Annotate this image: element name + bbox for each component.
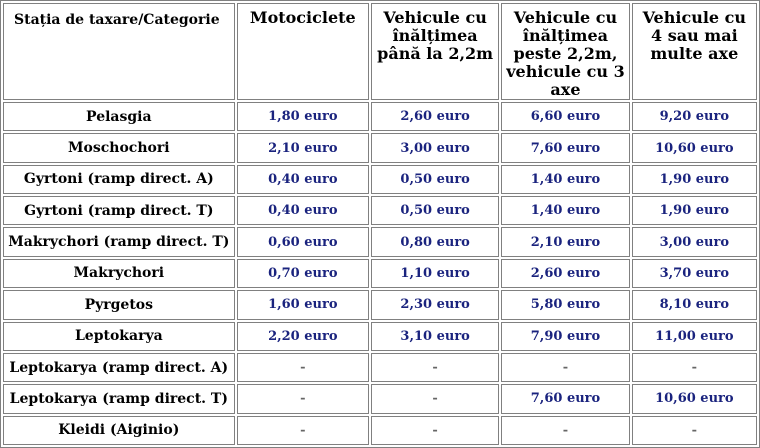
header-row	[3, 3, 757, 100]
price-cell: -	[371, 353, 499, 382]
price-cell: -	[371, 416, 499, 445]
price-cell: 3,10 euro	[371, 322, 499, 351]
price-cell: 1,90 euro	[632, 196, 757, 225]
table-row	[3, 384, 757, 413]
table-body	[3, 102, 757, 445]
price-cell: -	[632, 416, 757, 445]
table-row	[3, 322, 757, 351]
price-cell: 3,70 euro	[632, 259, 757, 288]
price-cell: 2,20 euro	[237, 322, 369, 351]
station-name: Pelasgia	[3, 102, 235, 131]
station-name: Kleidi (Aiginio)	[3, 416, 235, 445]
table-row	[3, 165, 757, 194]
price-cell: 0,40 euro	[237, 165, 369, 194]
price-cell: 1,90 euro	[632, 165, 757, 194]
price-cell: 1,10 euro	[371, 259, 499, 288]
price-cell: 0,50 euro	[371, 165, 499, 194]
price-cell: 3,00 euro	[371, 133, 499, 162]
station-name: Makrychori (ramp direct. T)	[3, 227, 235, 256]
price-cell: -	[501, 353, 629, 382]
header-vehicles-under-2-2m: Vehicule cu înălțimea până la 2,2m	[371, 3, 499, 100]
station-name: Moschochori	[3, 133, 235, 162]
price-cell: -	[501, 416, 629, 445]
table-row	[3, 227, 757, 256]
price-cell: 5,80 euro	[501, 290, 629, 319]
price-cell: 1,60 euro	[237, 290, 369, 319]
price-cell: 10,60 euro	[632, 384, 757, 413]
station-name: Leptokarya (ramp direct. A)	[3, 353, 235, 382]
price-cell: 2,10 euro	[501, 227, 629, 256]
price-cell: -	[371, 384, 499, 413]
station-name: Makrychori	[3, 259, 235, 288]
price-cell: 8,10 euro	[632, 290, 757, 319]
price-cell: -	[237, 384, 369, 413]
station-name: Gyrtoni (ramp direct. T)	[3, 196, 235, 225]
table-row	[3, 196, 757, 225]
price-cell: -	[237, 353, 369, 382]
table-row	[3, 416, 757, 445]
price-cell: 1,40 euro	[501, 165, 629, 194]
price-cell: 7,60 euro	[501, 133, 629, 162]
header-motorcycles: Motociclete	[237, 3, 369, 100]
price-cell: 7,60 euro	[501, 384, 629, 413]
price-cell: 0,40 euro	[237, 196, 369, 225]
price-cell: 0,60 euro	[237, 227, 369, 256]
price-cell: 7,90 euro	[501, 322, 629, 351]
price-cell: 10,60 euro	[632, 133, 757, 162]
price-cell: 2,60 euro	[501, 259, 629, 288]
price-cell: -	[632, 353, 757, 382]
price-cell: 0,80 euro	[371, 227, 499, 256]
price-cell: 1,40 euro	[501, 196, 629, 225]
price-cell: 1,80 euro	[237, 102, 369, 131]
price-cell: 0,70 euro	[237, 259, 369, 288]
station-name: Pyrgetos	[3, 290, 235, 319]
price-cell: 2,10 euro	[237, 133, 369, 162]
station-name: Leptokarya (ramp direct. T)	[3, 384, 235, 413]
header-vehicles-4-plus-axles: Vehicule cu 4 sau mai multe axe	[632, 3, 757, 100]
station-name: Gyrtoni (ramp direct. A)	[3, 165, 235, 194]
price-cell: 2,60 euro	[371, 102, 499, 131]
table-row	[3, 133, 757, 162]
header-vehicles-over-2-2m-3-axles: Vehicule cu înălțimea peste 2,2m, vehicule cu 3 axe	[501, 3, 629, 100]
price-cell: -	[237, 416, 369, 445]
table-row	[3, 102, 757, 131]
price-cell: 0,50 euro	[371, 196, 499, 225]
station-name: Leptokarya	[3, 322, 235, 351]
table-row	[3, 290, 757, 319]
table-row	[3, 259, 757, 288]
price-cell: 2,30 euro	[371, 290, 499, 319]
price-cell: 6,60 euro	[501, 102, 629, 131]
price-cell: 3,00 euro	[632, 227, 757, 256]
header-station-category: Stația de taxare/Categorie	[3, 3, 235, 100]
price-cell: 11,00 euro	[632, 322, 757, 351]
price-cell: 9,20 euro	[632, 102, 757, 131]
table-row	[3, 353, 757, 382]
